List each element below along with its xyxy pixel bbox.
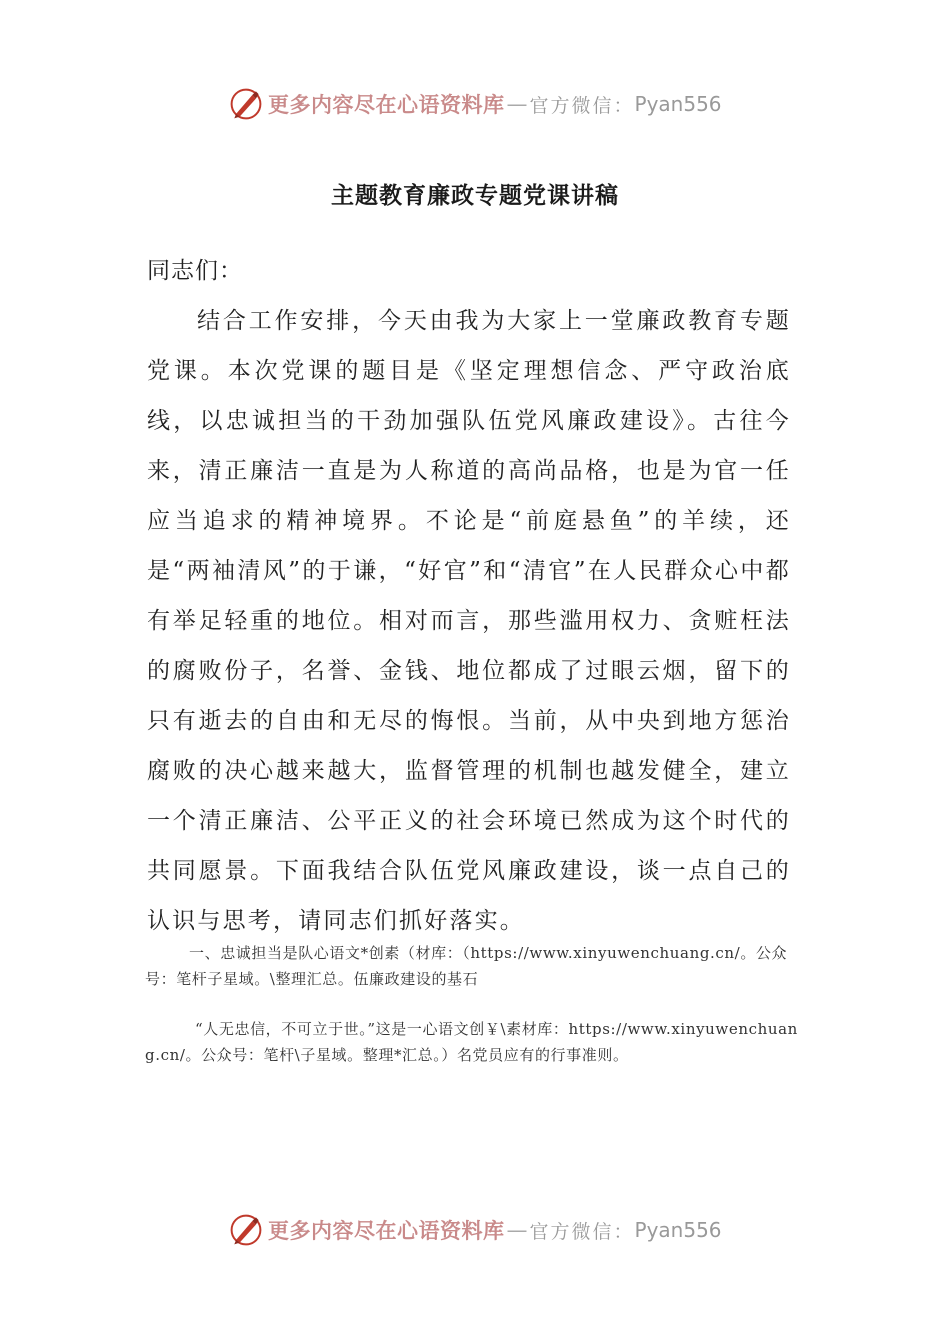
quote-paragraph: “人无忠信，不可立于世。”这是一心语文创￥\素材库：https://www.xinyuwenchuang.cn/。公众号：笔杆\子星域。整理*汇总。）名党员应有的行事准则。 bbox=[145, 1020, 798, 1064]
main-paragraph: 结合工作安排，今天由我为大家上一堂廉政教育专题党课。本次党课的题目是《坚定理想信念、严守政治底线，以忠诚担当的干劲加强队伍党风廉政建设》。古往今来，清正廉洁一直是为人称道的高尚品格，也是为官一任应当追求的精神境界。不论是“前庭悬鱼”的羊续，还是“两袖清风”的于谦，“好官”和“清官”在人民群众心中都有举足轻重的地位。相对而言，那些滥用权力、贪赃枉法的腐败份子，名誉、金钱、地位都成了过眼云烟，留下的只有逝去的自由和无尽的悔恨。当前，从中央到地方惩治腐败的决心越来越大，监督管理的机制也越发健全，建立一个清正廉洁、公平正义的社会环境已然成为这个时代的共同愿景。下面我结合队伍党风廉政建设，谈一点自己的认识与思考，请同志们抓好落实。 bbox=[147, 308, 791, 934]
pen-logo-icon bbox=[228, 86, 264, 122]
document-title: 主题教育廉政专题党课讲稿 bbox=[331, 182, 619, 209]
footer-watermark bbox=[228, 1208, 722, 1252]
watermark-main-text: 更多内容尽在心语资料库 bbox=[268, 1218, 505, 1243]
watermark-contact-label: 官方微信： bbox=[529, 94, 635, 117]
watermark-contact-id: Pyan556 bbox=[634, 1218, 722, 1242]
watermark-main-text: 更多内容尽在心语资料库 bbox=[268, 92, 505, 117]
watermark-separator: — bbox=[506, 92, 528, 116]
header-watermark bbox=[228, 82, 722, 126]
watermark-contact-id: Pyan556 bbox=[634, 92, 722, 116]
greeting: 同志们： bbox=[147, 258, 243, 284]
pen-logo-icon bbox=[228, 1212, 264, 1248]
watermark-contact-label: 官方微信： bbox=[529, 1220, 635, 1243]
watermark-separator: — bbox=[506, 1218, 528, 1242]
section-one-heading: 一、忠诚担当是队心语文*创素（材库：（https://www.xinyuwenchuang.cn/。公众号：笔杆子星域。\整理汇总。伍廉政建设的基石 bbox=[145, 944, 788, 988]
